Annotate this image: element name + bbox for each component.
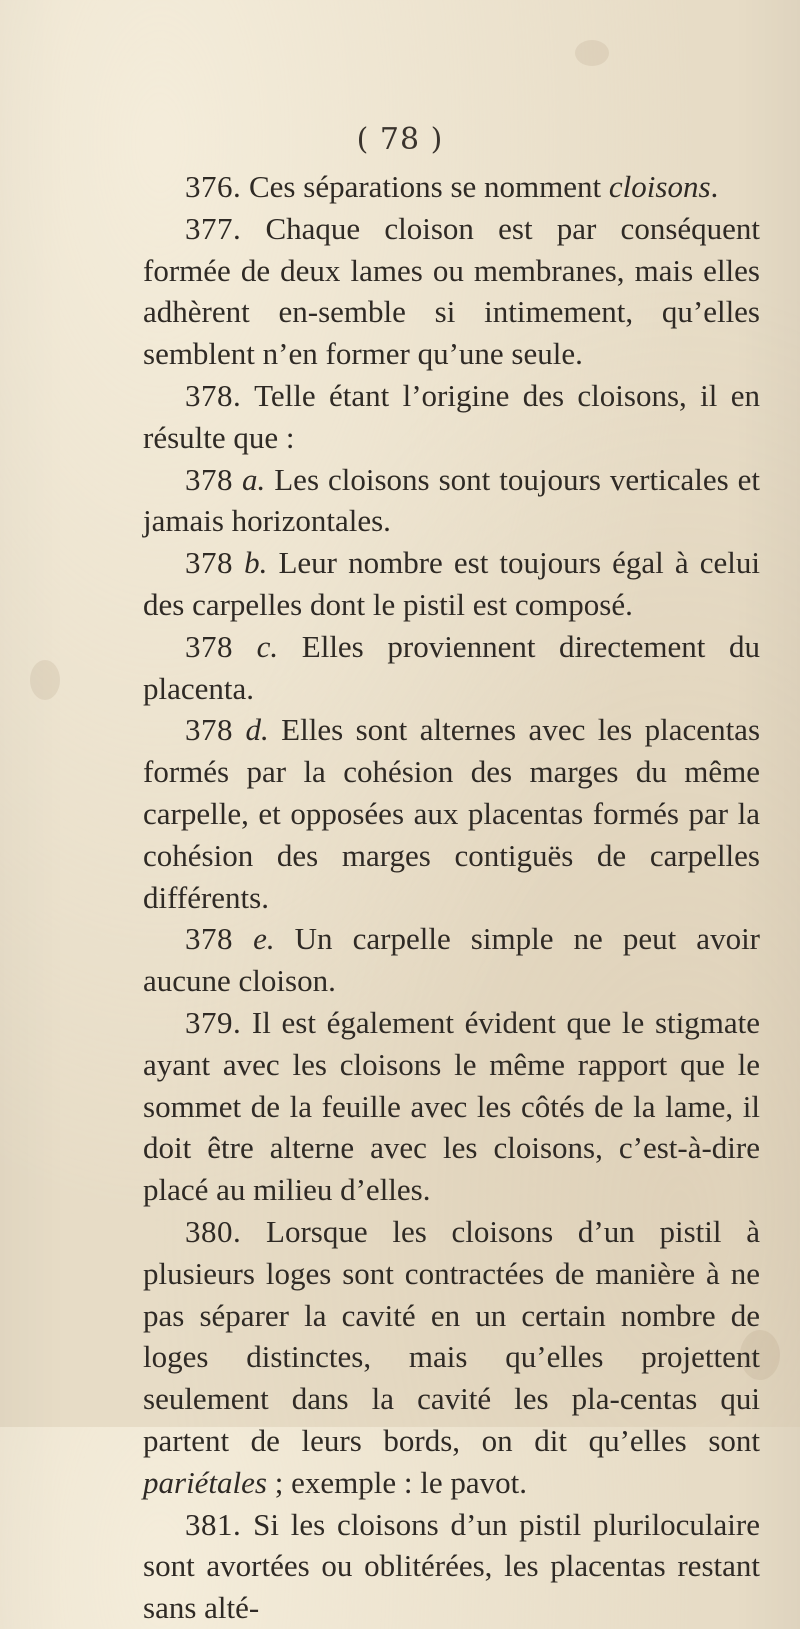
paragraph-378 [143, 375, 760, 459]
page-number: ( 78 ) [356, 122, 444, 157]
emphasized-term: cloisons [608, 169, 711, 204]
paragraph-number: 378 [185, 628, 233, 664]
paragraph-number: 376. [185, 169, 242, 204]
paper-stain [575, 40, 609, 66]
paragraph-tail: ; exemple : le pavot. [267, 1464, 527, 1500]
paragraph-text: Un carpelle simple ne peut avoir aucune cloison. [143, 921, 761, 999]
paragraph-number: 378 [185, 545, 233, 581]
paragraph-number: 379. [185, 1004, 242, 1040]
body-text [143, 166, 760, 1629]
paragraph-377 [143, 208, 760, 375]
paragraph-text: Ces séparations se nomment [249, 169, 609, 204]
paragraph-text: Les cloisons sont toujours verticales et jamais horizontales. [143, 461, 761, 539]
paragraph-letter: e. [253, 921, 275, 957]
paragraph-378d [143, 709, 760, 918]
paragraph-text: Elles proviennent directement du placenta. [143, 628, 760, 706]
paragraph-text: Il est également évident que le stigmate ayant avec les cloisons le même rapport que le sommet de la feuille avec les côtés de la lame, il doit être alterne avec les cloisons, c’est-à-dire placé au milieu d’elles. [143, 1004, 760, 1208]
paragraph-number: 380. [185, 1213, 242, 1249]
paragraph-text: Elles sont alternes avec les placentas formés par la cohésion des marges du même carpelle, et opposées aux placentas formés par la cohésion des marges contiguës de carpelles différents. [143, 712, 761, 915]
paragraph-number: 378 [185, 461, 233, 497]
paragraph-376 [143, 166, 760, 208]
paragraph-number: 377. [185, 210, 242, 246]
paragraph-text: Leur nombre est toujours égal à celui des carpelles dont le pistil est composé. [143, 545, 760, 622]
paragraph-tail: . [710, 169, 719, 204]
paragraph-text: Lorsque les cloisons d’un pistil à plusieurs loges sont contractées de manière à ne pas séparer la cavité en un certain nombre de loges distinctes, mais qu’elles projettent seulement dans la cavité les pla-centas qui partent de leurs bords, on dit qu’elles sont [143, 1213, 761, 1458]
paragraph-378b [143, 542, 760, 626]
paragraph-380 [143, 1211, 760, 1504]
paragraph-letter: c. [256, 628, 279, 664]
paragraph-text: Si les cloisons d’un pistil pluriloculaire sont avortées ou oblitérées, les placentas restant sans alté- [143, 1506, 761, 1626]
paragraph-number: 378 [185, 921, 233, 957]
paragraph-number: 378. [185, 377, 242, 413]
paragraph-378c [143, 626, 760, 710]
paragraph-378e [143, 918, 760, 1002]
paragraph-letter: b. [244, 545, 268, 581]
paragraph-letter: d. [245, 712, 269, 748]
paragraph-text: Chaque cloison est par conséquent formée de deux lames ou membranes, mais elles adhèrent en-semble si intimement, qu’elles semblent n’en former qu’une seule. [143, 210, 761, 372]
paragraph-number: 378 [185, 712, 233, 748]
paragraph-381 [143, 1504, 760, 1629]
paragraph-379 [143, 1002, 760, 1211]
paper-stain [30, 660, 60, 700]
paragraph-text: Telle étant l’origine des cloisons, il en résulte que : [143, 377, 760, 455]
paragraph-378a [143, 459, 760, 543]
paragraph-number: 381. [185, 1506, 242, 1542]
paragraph-letter: a. [242, 461, 266, 497]
emphasized-term: pariétales [143, 1464, 267, 1500]
